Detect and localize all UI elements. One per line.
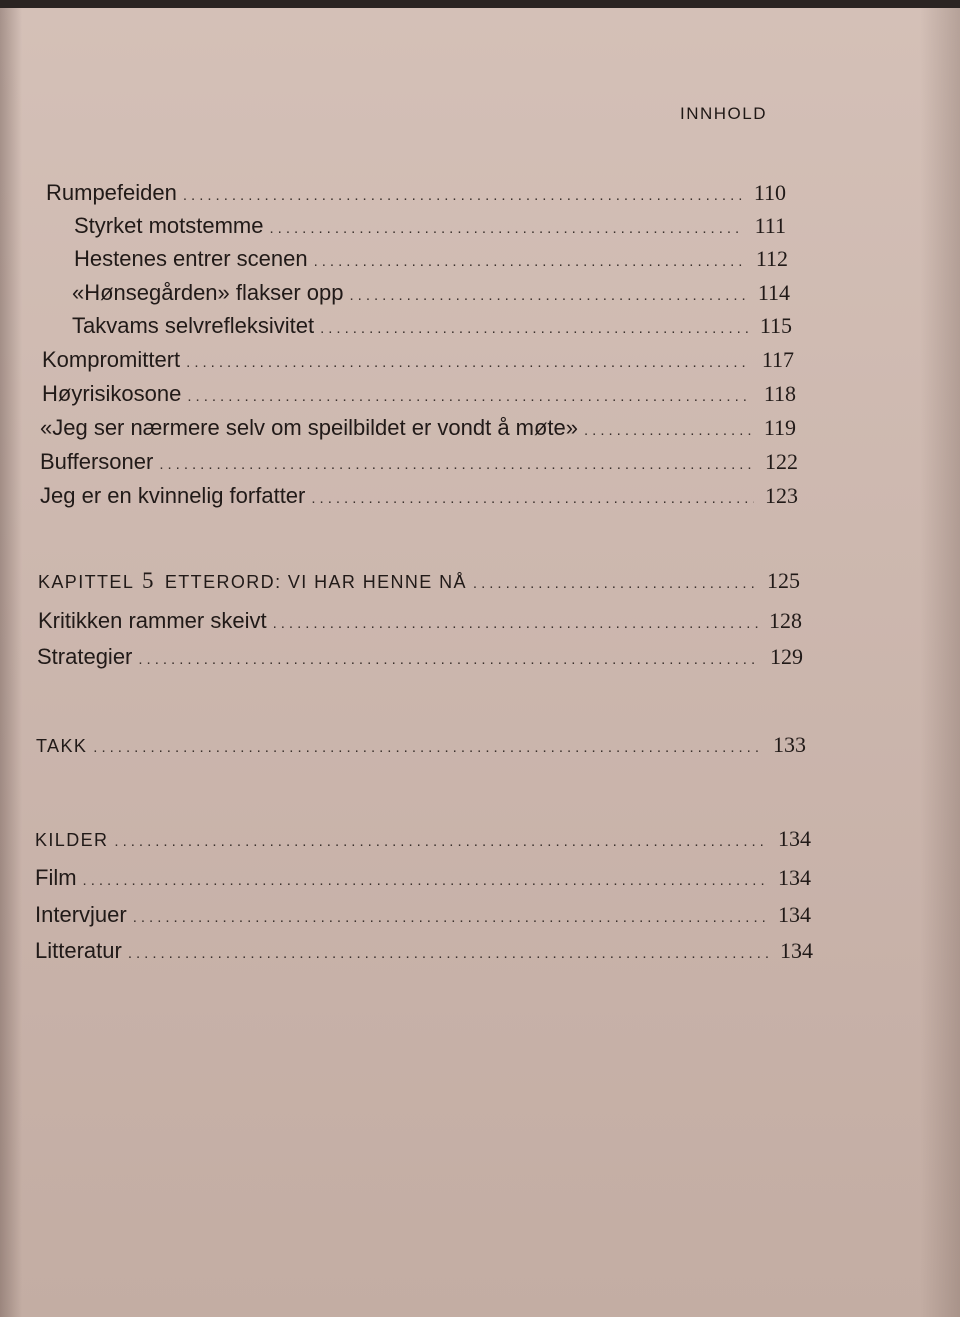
- section-heading-label: KILDER: [35, 830, 109, 850]
- toc-entry: [40, 415, 796, 441]
- dot-leader: [183, 187, 742, 204]
- toc-entry: [40, 483, 798, 509]
- toc-entry-page: 110: [753, 180, 786, 205]
- toc-entry-label: Film: [35, 865, 77, 890]
- toc-entry-page: 117: [761, 347, 794, 372]
- toc-entry-page: 115: [759, 313, 792, 338]
- toc-entry-page: 111: [754, 213, 786, 238]
- section-heading-takk: [36, 732, 806, 758]
- toc-entry-page: 128: [769, 608, 802, 633]
- book-page: [0, 8, 960, 1317]
- toc-entry-page: 114: [757, 280, 790, 305]
- toc-entry-page: 134: [778, 902, 811, 927]
- toc-entry: [35, 902, 811, 928]
- toc-entry-label: Rumpefeiden: [46, 180, 177, 205]
- toc-entry: [74, 213, 786, 239]
- dot-leader: [350, 287, 747, 304]
- toc-entry-page: 122: [765, 449, 798, 474]
- toc-entry: [38, 608, 802, 634]
- toc-entry-label: «Jeg ser nærmere selv om speilbildet er vondt å møte»: [40, 415, 579, 440]
- chapter-heading: [38, 568, 800, 594]
- dot-leader: [269, 220, 742, 237]
- toc-entry: [46, 180, 786, 206]
- toc-entry: [72, 280, 790, 306]
- toc-entry: [72, 313, 792, 339]
- toc-entry-label: Takvams selvrefleksivitet: [72, 313, 315, 338]
- dot-leader: [473, 575, 756, 592]
- dot-leader: [186, 354, 750, 371]
- toc-entry-label: Intervjuer: [35, 902, 127, 927]
- toc-entry-label: Buffersoner: [40, 449, 154, 474]
- toc-entry-page: 134: [780, 938, 813, 963]
- chapter-heading-label: [38, 568, 467, 594]
- chapter-number: 5: [141, 568, 155, 593]
- section-heading-label: TAKK: [36, 736, 88, 756]
- dot-leader: [114, 833, 767, 850]
- dot-leader: [311, 490, 754, 507]
- toc-entry: [42, 347, 794, 373]
- dot-leader: [83, 872, 767, 889]
- dot-leader: [128, 945, 769, 962]
- toc-entry-page: 133: [773, 732, 806, 757]
- toc-entry-page: 123: [765, 483, 798, 508]
- toc-entry-label: Høyrisikosone: [42, 381, 182, 406]
- toc-entry-label: Kompromittert: [42, 347, 181, 372]
- toc-entry-label: Litteratur: [35, 938, 122, 963]
- dot-leader: [159, 456, 754, 473]
- chapter-prefix: KAPITTEL: [38, 572, 134, 592]
- dot-leader: [314, 253, 744, 270]
- toc-entry-label: Jeg er en kvinnelig forfatter: [40, 483, 306, 508]
- dot-leader: [320, 320, 748, 337]
- toc-entry: [37, 644, 803, 670]
- dot-leader: [133, 909, 767, 926]
- running-head: INNHOLD: [680, 104, 768, 123]
- table-of-contents: [0, 8, 960, 1317]
- dot-leader: [187, 388, 752, 405]
- toc-entry-label: Strategier: [37, 644, 133, 669]
- toc-entry-page: 112: [755, 246, 788, 271]
- dot-leader: [273, 615, 758, 632]
- toc-entry: [35, 938, 813, 964]
- toc-entry-label: Hestenes entrer scenen: [74, 246, 308, 271]
- toc-entry-label: Kritikken rammer skeivt: [38, 608, 267, 633]
- toc-entry-page: 134: [778, 865, 811, 890]
- toc-entry-label: «Hønsegården» flakser opp: [72, 280, 344, 305]
- toc-entry: [40, 449, 798, 475]
- toc-entry-page: 119: [763, 415, 796, 440]
- toc-entry: [35, 865, 811, 891]
- toc-entry-label: Styrket motstemme: [74, 213, 264, 238]
- dot-leader: [584, 422, 752, 439]
- toc-entry-page: 134: [778, 826, 811, 851]
- toc-entry-page: 129: [770, 644, 803, 669]
- section-heading-kilder: [35, 826, 811, 852]
- dot-leader: [93, 739, 762, 756]
- toc-entry-page: 125: [767, 568, 800, 593]
- chapter-title: ETTERORD: VI HAR HENNE NÅ: [164, 572, 467, 592]
- dot-leader: [138, 651, 759, 668]
- toc-entry: [74, 246, 788, 272]
- toc-entry-page: 118: [763, 381, 796, 406]
- toc-entry: [42, 381, 796, 407]
